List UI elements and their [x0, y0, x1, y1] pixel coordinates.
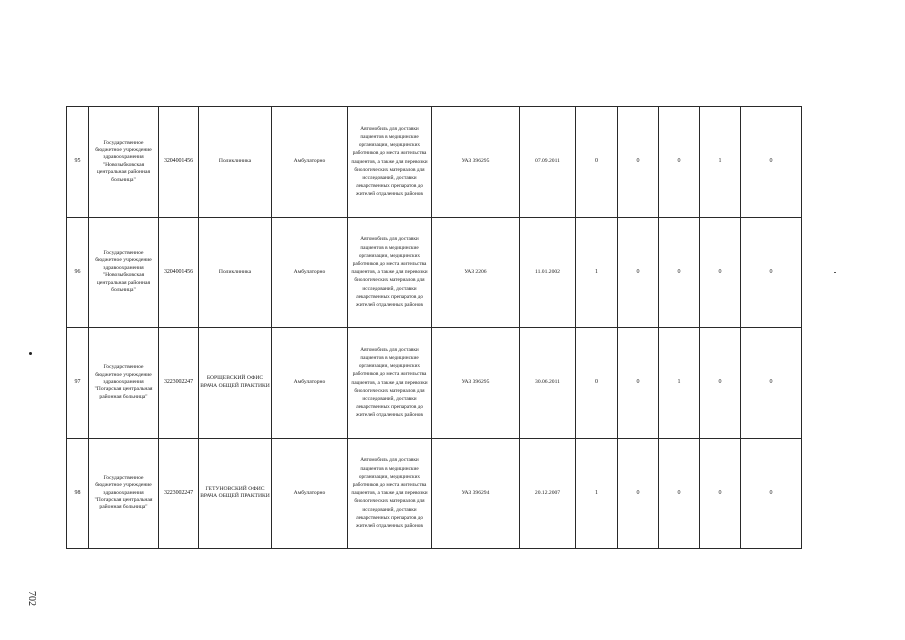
flag-cell-3: 1 [659, 328, 700, 439]
purpose-cell: Автомобиль для доставки пациентов в медицинские организации, медицинских работников до места жительства пациентов, а также для перевозки биологических материалов для исследований, доставки лекарственных препаратов до жителей отдаленных районов [348, 438, 432, 549]
inn-cell: 3223002247 [159, 328, 199, 439]
institution-cell: Государственное бюджетное учреждение здравоохранения "Погарская центральная районная больница" [89, 328, 159, 439]
page-number: 702 [26, 591, 37, 606]
purpose-cell: Автомобиль для доставки пациентов в медицинские организации, медицинских работников до места жительства пациентов, а также для перевозки биологических материалов для исследований, доставки лекарственных препаратов до жителей отдаленных районов [348, 107, 432, 218]
flag-cell-3: 0 [659, 107, 700, 218]
care-type-cell: Амбулаторно [272, 328, 348, 439]
vehicle-model-cell: УАЗ 396294 [432, 438, 520, 549]
flag-cell-4: 0 [700, 217, 741, 328]
table-row [67, 438, 802, 549]
date-cell: 07.09.2011 [520, 107, 576, 218]
table-row [67, 217, 802, 328]
unit-cell: БОРЩЕВСКИЙ ОФИС ВРАЧА ОБЩЕЙ ПРАКТИКИ [199, 328, 272, 439]
row-number-cell: 97 [67, 328, 89, 439]
institution-cell: Государственное бюджетное учреждение здравоохранения "Новозыбковская центральная районная больница" [89, 107, 159, 218]
institution-cell: Государственное бюджетное учреждение здравоохранения "Новозыбковская центральная районная больница" [89, 217, 159, 328]
vehicle-model-cell: УАЗ 396295 [432, 328, 520, 439]
inn-cell: 3223002247 [159, 438, 199, 549]
vehicle-model-cell: УАЗ 2206 [432, 217, 520, 328]
date-cell: 30.06.2011 [520, 328, 576, 439]
unit-cell: ГЕТУНОВСКИЙ ОФИС ВРАЧА ОБЩЕЙ ПРАКТИКИ [199, 438, 272, 549]
flag-cell-4: 0 [700, 438, 741, 549]
purpose-cell: Автомобиль для доставки пациентов в медицинские организации, медицинских работников до места жительства пациентов, а также для перевозки биологических материалов для исследований, доставки лекарственных препаратов до жителей отдаленных районов [348, 328, 432, 439]
purpose-cell: Автомобиль для доставки пациентов в медицинские организации, медицинских работников до места жительства пациентов, а также для перевозки биологических материалов для исследований, доставки лекарственных препаратов до жителей отдаленных районов [348, 217, 432, 328]
flag-cell-2: 0 [618, 328, 659, 439]
flag-cell-1: 0 [576, 328, 618, 439]
flag-cell-3: 0 [659, 217, 700, 328]
care-type-cell: Амбулаторно [272, 217, 348, 328]
date-cell: 11.01.2002 [520, 217, 576, 328]
flag-cell-1: 1 [576, 217, 618, 328]
inn-cell: 3204001456 [159, 217, 199, 328]
flag-cell-3: 0 [659, 438, 700, 549]
flag-cell-5: 0 [741, 328, 802, 439]
vehicle-registry-table [66, 106, 802, 549]
flag-cell-5: 0 [741, 217, 802, 328]
table-row [67, 107, 802, 218]
table-row [67, 328, 802, 439]
flag-cell-5: 0 [741, 438, 802, 549]
row-number-cell: 95 [67, 107, 89, 218]
row-number-cell: 96 [67, 217, 89, 328]
scan-speck-right [834, 272, 836, 273]
flag-cell-5: 0 [741, 107, 802, 218]
unit-cell: Поликлиника [199, 107, 272, 218]
date-cell: 20.12.2007 [520, 438, 576, 549]
care-type-cell: Амбулаторно [272, 438, 348, 549]
vehicle-model-cell: УАЗ 396295 [432, 107, 520, 218]
institution-cell: Государственное бюджетное учреждение здравоохранения "Погарская центральная районная больница" [89, 438, 159, 549]
flag-cell-4: 0 [700, 328, 741, 439]
flag-cell-2: 0 [618, 107, 659, 218]
care-type-cell: Амбулаторно [272, 107, 348, 218]
row-number-cell: 98 [67, 438, 89, 549]
unit-cell: Поликлиника [199, 217, 272, 328]
scan-speck [29, 352, 32, 355]
flag-cell-2: 0 [618, 217, 659, 328]
flag-cell-2: 0 [618, 438, 659, 549]
inn-cell: 3204001456 [159, 107, 199, 218]
flag-cell-1: 0 [576, 107, 618, 218]
flag-cell-4: 1 [700, 107, 741, 218]
flag-cell-1: 1 [576, 438, 618, 549]
